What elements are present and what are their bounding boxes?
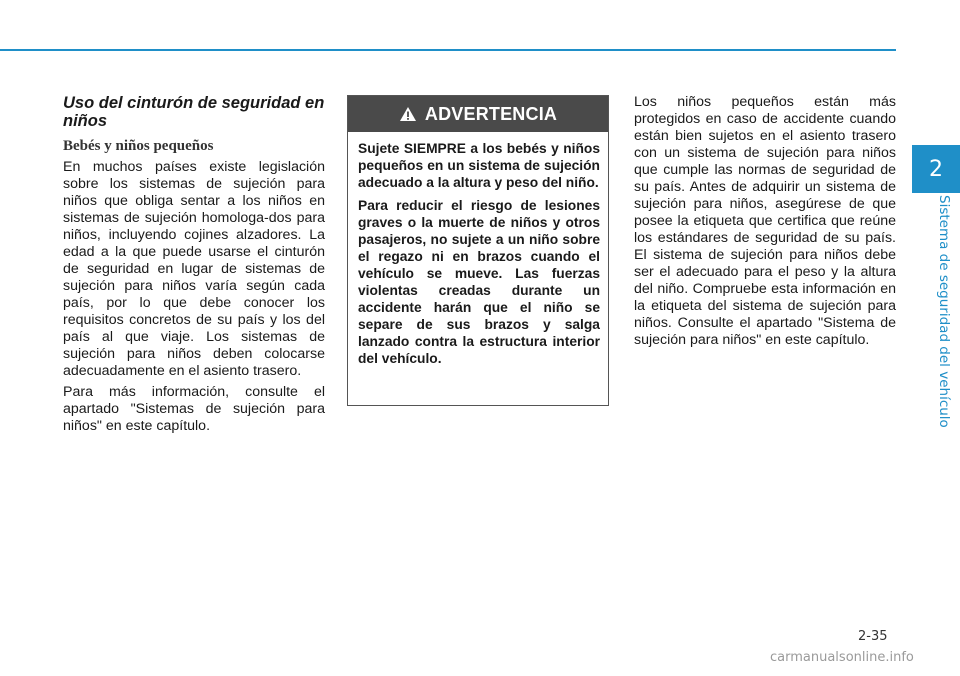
page-number: 2-35 — [858, 629, 888, 644]
warning-paragraph: Sujete SIEMPRE a los bebés y niños pequeños en un sistema de sujeción adecuado a la altura y peso del niño. — [358, 141, 600, 190]
body-paragraph: Para más información, consulte el apartado "Sistemas de sujeción para niños" en este capítulo. — [63, 384, 325, 434]
warning-paragraph: Para reducir el riesgo de lesiones graves o la muerte de niños y otros pasajeros, no sujete a un niño sobre el regazo ni en brazos cuando el vehículo se mueve. Las fuerzas violentas creadas durante un accidente harán que el niño se separe de sus brazos y salga lanzado contra la estructura interior del vehículo. — [358, 198, 600, 366]
warning-box — [347, 95, 609, 406]
warning-triangle-icon — [399, 106, 417, 122]
body-paragraph: En muchos países existe legislación sobre los sistemas de sujeción para niños que obliga sentar a los niños en sistemas de sujeción homologa-dos para niños, incluyendo cojines alzadores. La edad a la que puede usarse el cinturón de seguridad en lugar de sistemas de sujeción para niños varía según cada país, por lo que debe conocer los requisitos concretos de su país y los del país al que viaje. Los sistemas de sujeción para niños deben colocarse adecuadamente en el asiento trasero. — [63, 159, 325, 379]
chapter-number-tab[interactable] — [912, 145, 960, 193]
section-heading: Uso del cinturón de seguridad en niños — [63, 94, 325, 130]
warning-body — [348, 132, 608, 367]
watermark: carmanualsonline.info — [770, 650, 914, 665]
right-column — [634, 94, 896, 353]
warning-title: ADVERTENCIA — [424, 103, 558, 124]
chapter-number: 2 — [929, 156, 943, 182]
top-divider — [0, 49, 896, 51]
section-subheading: Bebés y niños pequeños — [63, 138, 214, 154]
body-paragraph: Los niños pequeños están más protegidos en caso de accidente cuando están bien sujetos en el asiento trasero con un sistema de sujeción para niños que cumple las normas de seguridad de su país. Antes de adquirir un sistema de sujeción para niños, asegúrese de que posee la etiqueta que certifica que reúne los estándares de seguridad de su país. El sistema de sujeción para niños debe ser el adecuado para el peso y la altura del niño. Compruebe esta información en la etiqueta del sistema de sujeción para niños. Consulte el apartado "Sistema de sujeción para niños" en este capítulo. — [634, 94, 896, 348]
left-column — [63, 94, 325, 439]
chapter-title: Sistema de seguridad del vehículo — [936, 195, 952, 428]
warning-header — [348, 96, 608, 132]
